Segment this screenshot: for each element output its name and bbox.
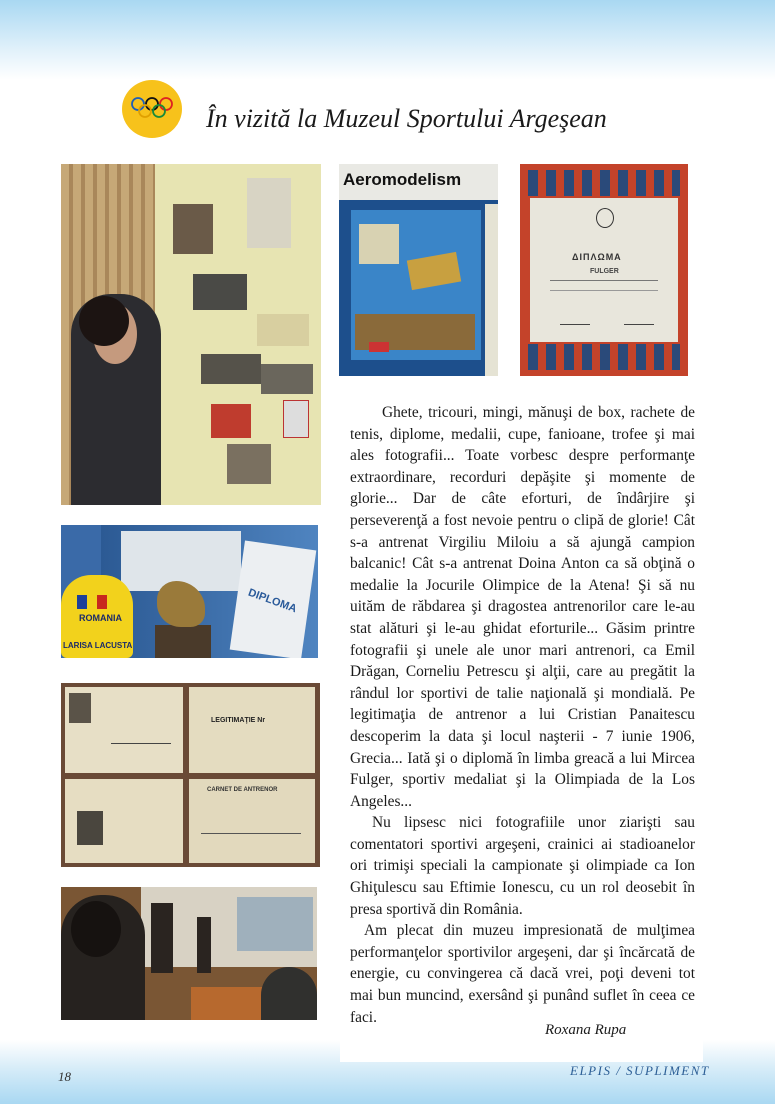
- glove-text-name: LARISA LACUSTA: [63, 641, 133, 650]
- photo-coach-cards: [61, 683, 320, 867]
- photo-aeromodelism-showcase: [339, 164, 498, 376]
- article-title: În vizită la Muzeul Sportului Argeşean: [206, 104, 607, 133]
- journal-name: ELPIS / SUPLIMENT: [570, 1063, 710, 1078]
- page-number: 18: [58, 1069, 71, 1084]
- diploma-title: ΔΙΠΛΩΜΑ: [572, 252, 622, 262]
- photo-exhibit-wall: [61, 164, 321, 505]
- article-paragraph-3: Am plecat din muzeu impresionată de mulţimea performanţelor sportivilor argeşeni, dar şi încărcată de energie, cu convingerea că dacă vrei, poţi deveni tot mai bun muncind, exersând şi punând suflet în ceea ce faci.: [350, 922, 695, 1026]
- card-title-carnet: CARNET DE ANTRENOR: [207, 787, 278, 793]
- glove-text-romania: ROMANIA: [79, 613, 122, 623]
- article-paragraph-2: Nu lipsesc nici fotografiile unor ziarişti sau comentatori sportivi argeşeni, crainici ai stadioanelor ori trimişi speciali la campionate şi olimpiade ca Ion Ghiţulescu sau Eftimie Ionescu, cu un rol deosebit în presa sportivă din România.: [350, 814, 695, 918]
- article-paragraph-1: Ghete, tricouri, mingi, mănuşi de box, rachete de tenis, diplome, medalii, cupe, fanioane, trofee şi mai ales fotografii... Toate vorbesc despre performanţe extraordinare, recorduri depăşite şi momente de glorie... Dar de câte eforturi, de îndârjire şi perseverenţă a fost nevoie pentru o clipă de glorie! Cât s-a antrenat Virgiliu Miloiu a să ajungă campion balcanic! Cât s-a antrenat Doina Anton ca să obţină o medalie la Jocurile Olimpice de la Atena! Şi să nu uităm de răbdarea şi dragostea antrenorilor care le-au stat alături şi le-au ghidat eforturile... Găsim printre fotografii şi unele ale unor mari antrenori, ca Emil Drăgan, Corneliu Petrescu şi alţii, care au pregătit la rândul lor sportivi de talie naţională şi mondială. Pe legitimaţia de antrenor a lui Cristian Panaitescu descoperim la data şi locul naşterii - 7 iunie 1906, Grecia... Iată şi o diplomă în limba greacă a lui Mircea Fulger, sportiv medaliat şi la Olimpiada de la Los Angeles...: [350, 404, 695, 810]
- header-gradient: [0, 0, 775, 80]
- article-author: Roxana Rupa: [545, 1022, 627, 1038]
- olympic-rings-icon: [122, 80, 182, 138]
- photo-museum-room: [61, 887, 317, 1020]
- showcase-sign: Aeromodelism: [343, 170, 462, 189]
- card-title-legitimatie: LEGITIMAŢIE Nr: [211, 717, 266, 724]
- article-body: [350, 402, 695, 1028]
- pennant-diploma-text: DIPLOMA: [246, 586, 299, 616]
- diploma-name: FULGER: [590, 268, 619, 275]
- photo-glove-trophy: [61, 525, 318, 658]
- photo-greek-diploma: [520, 164, 688, 376]
